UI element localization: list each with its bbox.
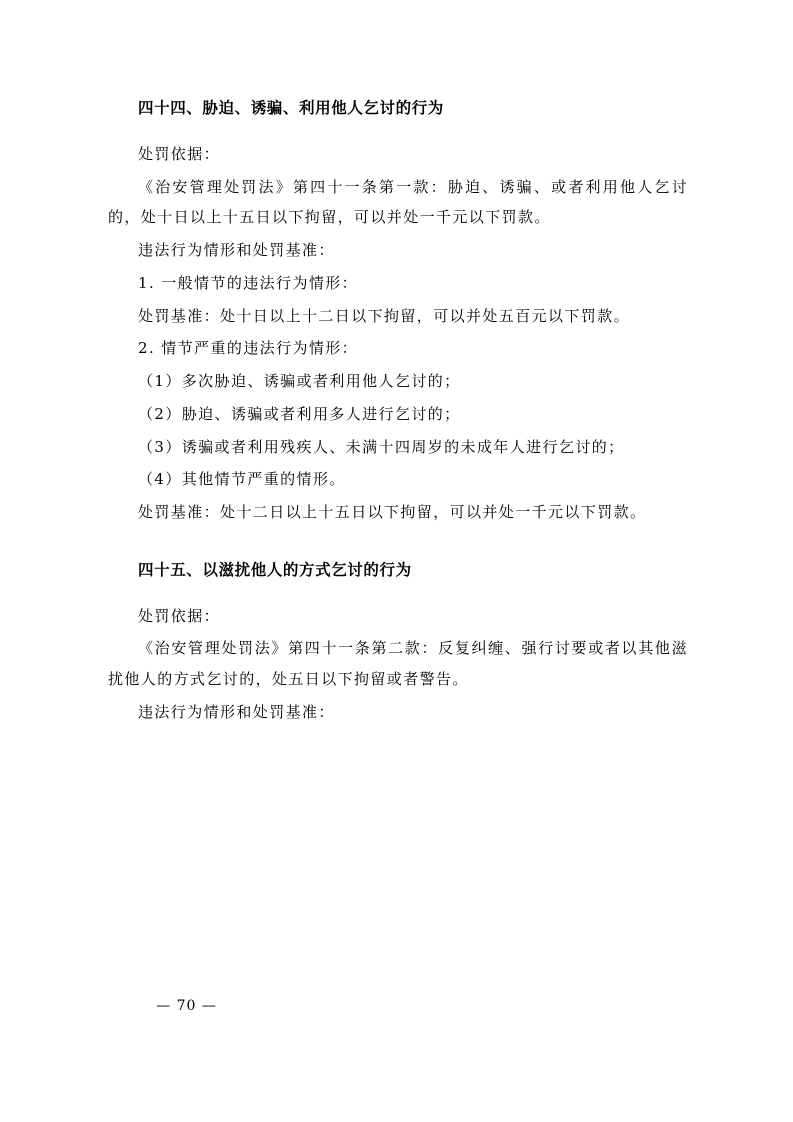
paragraph: 处罚基准：处十日以上十二日以下拘留，可以并处五百元以下罚款。	[138, 306, 631, 325]
section-heading-44: 四十四、胁迫、诱骗、利用他人乞讨的行为	[138, 99, 444, 117]
page-content	[108, 96, 688, 728]
paragraph: （4）其他情节严重的情形。	[138, 470, 346, 489]
paragraph: （2）胁迫、诱骗或者利用多人进行乞讨的；	[138, 404, 461, 423]
paragraph: （3）诱骗或者利用残疾人、未满十四周岁的未成年人进行乞讨的；	[138, 437, 625, 456]
page-number: — 70 —	[156, 998, 217, 1014]
paragraph: 1. 一般情节的违法行为情形：	[138, 273, 359, 292]
paragraph: 《治安管理处罚法》第四十一条第二款：反复纠缠、强行讨要或者以其他滋扰他人的方式乞讨的，处五日以下拘留或者警告。	[108, 639, 688, 689]
paragraph: 处罚基准：处十二日以上十五日以下拘留，可以并处一千元以下罚款。	[138, 503, 647, 522]
paragraph: （1）多次胁迫、诱骗或者利用他人乞讨的；	[138, 372, 461, 391]
paragraph: 2. 情节严重的违法行为情形：	[138, 339, 359, 358]
paragraph: 违法行为情形和处罚基准：	[138, 241, 335, 260]
paragraph: 处罚依据：	[138, 144, 221, 163]
section-heading-45: 四十五、以滋扰他人的方式乞讨的行为	[138, 560, 412, 579]
paragraph: 违法行为情形和处罚基准：	[138, 702, 335, 721]
page-footer	[0, 998, 793, 1014]
paragraph: 处罚依据：	[138, 606, 221, 625]
paragraph: 《治安管理处罚法》第四十一条第一款：胁迫、诱骗、或者利用他人乞讨的，处十日以上十五日以下拘留，可以并处一千元以下罚款。	[108, 177, 688, 227]
